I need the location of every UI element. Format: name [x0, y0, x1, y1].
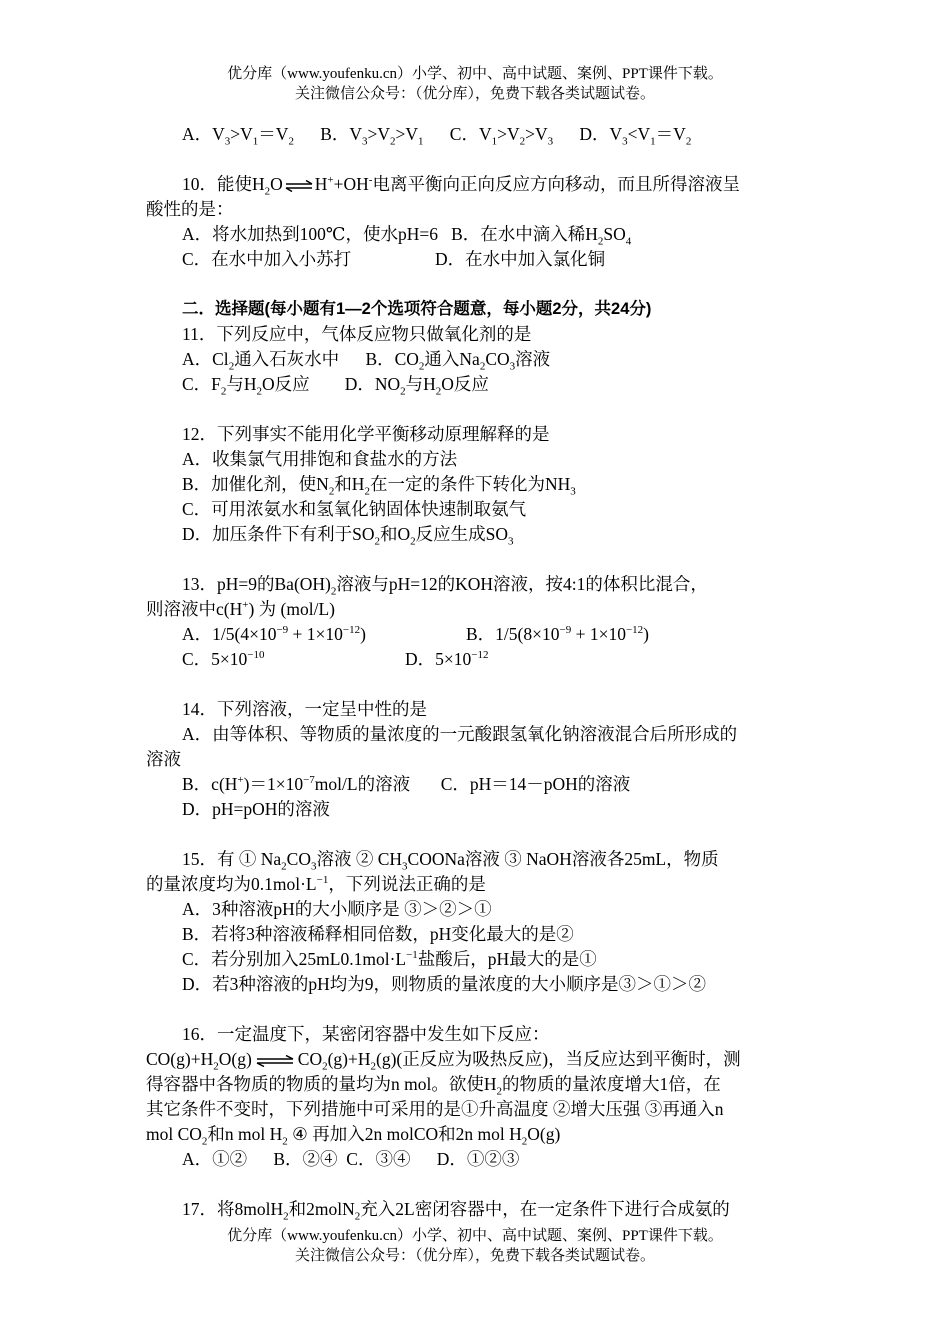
q16-line-5: mol $CO_2$和n mol $H_2$ ④ 再加入2n molCO和2n mol $H_2O(g)$ [146, 1124, 561, 1148]
q15-stem-2: 的量浓度均为$0.1mol\cdot L^{-1}$，下列说法正确的是 [146, 874, 486, 894]
q11-stem: 11．下列反应中，气体反应物只做氧化剂的是 [182, 324, 532, 344]
equilibrium-arrow-icon [284, 180, 314, 192]
q13-options-cd: C．$5\times 10^{-10}$ D．$5\times 10^{-12}$ [182, 649, 489, 669]
footer-line-2: 关注微信公众号：（优分库），免费下载各类试题试卷。 [294, 1248, 655, 1264]
footer-line-1: 优分库（www.youfenku.cn）小学、初中、高中试题、案例、PPT课件下载。 [227, 1228, 723, 1244]
page-header [0, 64, 950, 104]
q10-stem-2: 酸性的是： [146, 199, 234, 219]
q14-option-a: A．由等体积、等物质的量浓度的一元酸跟氢氧化钠溶液混合后所形成的 [182, 724, 738, 744]
q15-stem: 15．有 ① $Na_2CO_3$溶液 ② $CH_3COONa$溶液 ③ NaOH溶液各25mL，物质 [182, 849, 719, 873]
q13-stem: 13．pH=9的$Ba(OH)_2$溶液与pH=12的KOH溶液，按4:1的体积比混合， [182, 574, 708, 598]
q12-option-c: C．可用浓氨水和氢氧化钠固体快速制取氨气 [182, 499, 527, 519]
q17-stem: 17．将8molH$_2$和2molN$_2$充入2L密闭容器中，在一定条件下进行合成氨的 [182, 1199, 730, 1223]
q10-options-cd: C．在水中加入小苏打 D．在水中加入氯化铜 [182, 249, 606, 269]
q14-option-d: D．pH=pOH的溶液 [182, 799, 330, 819]
q15-option-d: D．若3种溶液的pH均为9，则物质的量浓度的大小顺序是③＞①＞② [182, 974, 707, 994]
q16-options: A．①② B．②④ C．③④ D．①②③ [182, 1149, 520, 1169]
q15-option-c: C．若分别加入$25mL0.1mol\cdot L^{-1}$盐酸后，pH最大的是① [182, 949, 597, 969]
q12-stem: 12．下列事实不能用化学平衡移动原理解释的是 [182, 424, 550, 444]
q10-options-ab: A．将水加热到100℃，使水pH=6 B．在水中滴入稀$H_2SO_4$ [182, 224, 632, 248]
header-line-2: 关注微信公众号：（优分库），免费下载各类试题试卷。 [294, 86, 655, 102]
q14-options-bc: B．$c(H^+)=1\times 10^{-7}mol/L$的溶液 C．pH＝14－pOH的溶液 [182, 774, 631, 794]
q11-options-ab: A．$Cl_2$通入石灰水中 B．$CO_2$通入$Na_2CO_3$溶液 [182, 349, 551, 373]
q15-option-a: A．3种溶液pH的大小顺序是 ③＞②＞① [182, 899, 492, 919]
q16-stem: 16．一定温度下，某密闭容器中发生如下反应： [182, 1024, 550, 1044]
page-footer [0, 1226, 950, 1266]
q12-option-a: A．收集氯气用排饱和食盐水的方法 [182, 449, 458, 469]
q13-options-ab: A．$1/5(4\times 10^{-9} + 1\times 10^{-12})$ B．$1/5(8\times 10^{-9} + 1\times 10^{-12})$ [182, 624, 649, 644]
q12-option-d: D．加压条件下有利于$SO_2$和$O_2$反应生成$SO_3$ [182, 524, 514, 548]
q12-option-b: B．加催化剂，使$N_2$和$H_2$在一定的条件下转化为$NH_3$ [182, 474, 576, 498]
q14-option-a-2: 溶液 [146, 749, 181, 769]
section-2-title: 二．选择题(每小题有1—2个选项符合题意，每小题2分，共24分) [182, 300, 652, 318]
q10-stem: 10．能使$H_2O$ H++OH-电离平衡向正向反应方向移动，而且所得溶液呈 [182, 174, 740, 198]
q15-option-b: B．若将3种溶液稀释相同倍数，pH变化最大的是② [182, 924, 574, 944]
exam-content [146, 122, 806, 1222]
q11-options-cd: C．$F_2$与$H_2O$反应 D．$NO_2$与$H_2O$反应 [182, 374, 489, 398]
q16-equation: $CO(g)+H_2O(g)$ $CO_2(g)+H_2(g)$(正反应为吸热反应)，当反应达到平衡时，测 [146, 1049, 741, 1073]
header-line-1: 优分库（www.youfenku.cn）小学、初中、高中试题、案例、PPT课件下载。 [227, 66, 723, 82]
q13-stem-2: 则溶液中c(H+) 为 (mol/L) [146, 599, 335, 619]
q9-options: A．$V_3>V_1=V_2$ B．$V_3>V_2>V_1$ C．$V_1>V_2>V_3$ D．$V_3<V_1=V_2$ [182, 124, 692, 148]
q16-line-4: 其它条件不变时，下列措施中可采用的是①升高温度 ②增大压强 ③再通入n [146, 1099, 724, 1119]
q14-stem: 14．下列溶液，一定呈中性的是 [182, 699, 427, 719]
equilibrium-arrow-icon [255, 1055, 295, 1067]
q16-line-3: 得容器中各物质的物质的量均为n mol。欲使$H_2$的物质的量浓度增大1倍，在 [146, 1074, 721, 1098]
